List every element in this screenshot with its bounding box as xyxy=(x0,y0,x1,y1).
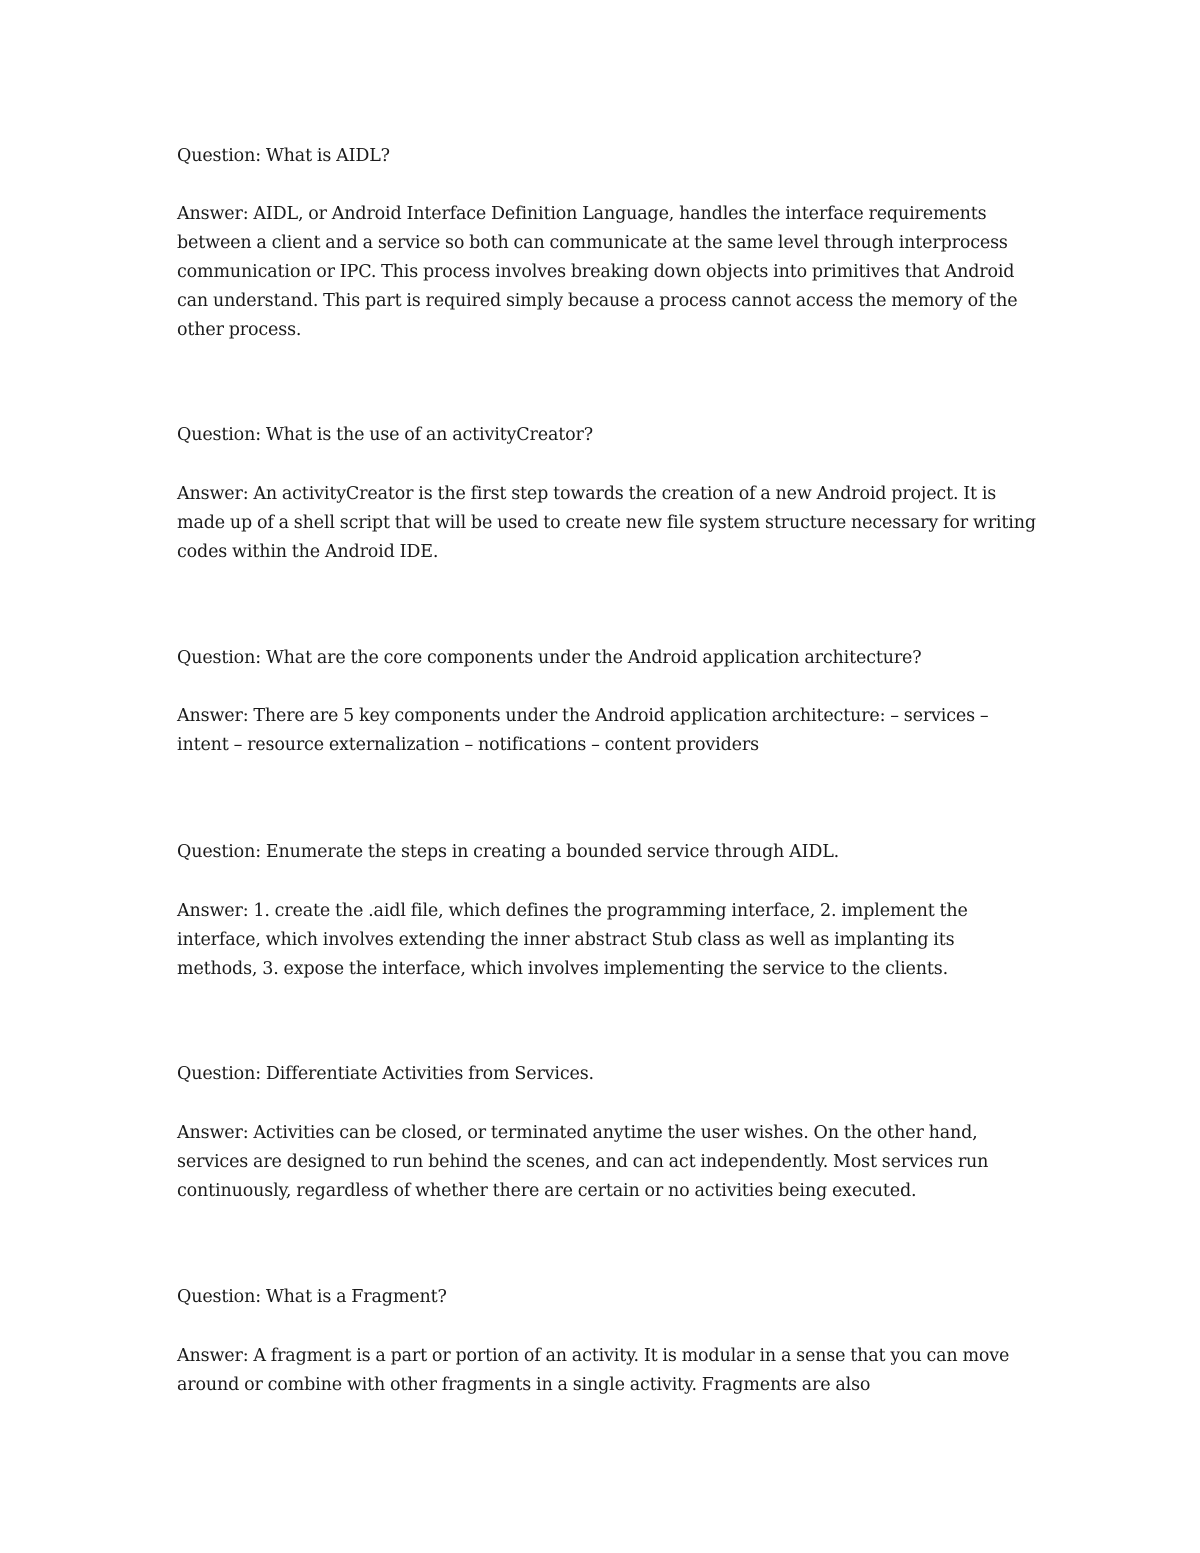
answer-6: Answer: A fragment is a part or portion of an activity. It is modular in a sense that you can move around or combine with other fragments in a single activity. Fragments are also xyxy=(177,1346,1010,1395)
question-6: Question: What is a Fragment? xyxy=(177,1287,447,1307)
question-2: Question: What is the use of an activityCreator? xyxy=(177,425,593,445)
answer-3: Answer: There are 5 key components under the Android application architecture: – services – intent – resource externalization – notifications – content providers xyxy=(177,706,989,755)
question-4: Question: Enumerate the steps in creating a bounded service through AIDL. xyxy=(177,842,840,862)
question-1: Question: What is AIDL? xyxy=(177,146,390,166)
answer-1: Answer: AIDL, or Android Interface Definition Language, handles the interface requirements between a client and a service so both can communicate at the same level through interprocess communication or IPC. This process involves breaking down objects into primitives that Android can understand. This part is required simply because a process cannot access the memory of the other process. xyxy=(177,204,1018,340)
answer-5: Answer: Activities can be closed, or terminated anytime the user wishes. On the other hand, services are designed to run behind the scenes, and can act independently. Most services run continuously, regardless of whether there are certain or no activities being executed. xyxy=(177,1123,989,1201)
question-3: Question: What are the core components under the Android application architecture? xyxy=(177,648,922,668)
answer-4: Answer: 1. create the .aidl file, which defines the programming interface, 2. implement the interface, which involves extending the inner abstract Stub class as well as implanting its methods, 3. expose the interface, which involves implementing the service to the clients. xyxy=(177,901,968,979)
answer-2: Answer: An activityCreator is the first step towards the creation of a new Android project. It is made up of a shell script that will be used to create new file system structure necessary for writing codes within the Android IDE. xyxy=(177,484,1036,562)
question-5: Question: Differentiate Activities from Services. xyxy=(177,1064,594,1084)
